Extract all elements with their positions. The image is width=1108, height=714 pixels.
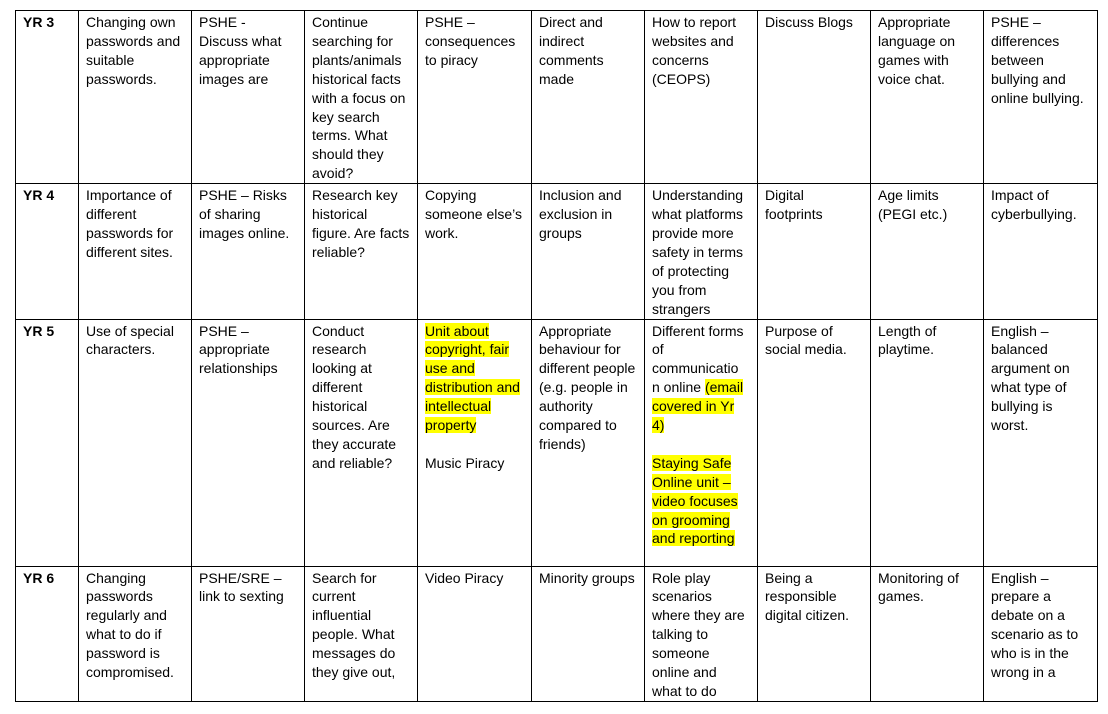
cell-text: Music Piracy bbox=[425, 454, 505, 471]
table-cell: PSHE – consequences to piracy bbox=[418, 11, 532, 184]
table-cell: English – prepare a debate on a scenario as to who is in the wrong in a bbox=[984, 566, 1098, 701]
table-cell: PSHE – Risks of sharing images online. bbox=[192, 184, 305, 319]
year-cell: YR 3 bbox=[16, 11, 79, 184]
table-cell: Being a responsible digital citizen. bbox=[758, 566, 871, 701]
table-cell: Purpose of social media. bbox=[758, 319, 871, 566]
table-row-yr3 bbox=[16, 11, 1098, 184]
table-row-yr4 bbox=[16, 184, 1098, 319]
table-cell bbox=[418, 319, 532, 566]
table-cell bbox=[645, 319, 758, 566]
highlighted-text: Unit about copyright, fair use and distribution and intellectual property bbox=[425, 322, 520, 434]
table-cell: Importance of different passwords for different sites. bbox=[79, 184, 192, 319]
year-cell: YR 4 bbox=[16, 184, 79, 319]
table-cell: Impact of cyberbullying. bbox=[984, 184, 1098, 319]
table-cell: PSHE – appropriate relationships bbox=[192, 319, 305, 566]
table-cell: Appropriate behaviour for different people (e.g. people in authority compared to friends) bbox=[532, 319, 645, 566]
table-cell: Digital footprints bbox=[758, 184, 871, 319]
table-cell: Length of playtime. bbox=[871, 319, 984, 566]
highlighted-text: Staying Safe Online unit – video focuses on grooming and reporting bbox=[652, 454, 738, 547]
table-cell: Appropriate language on games with voice chat. bbox=[871, 11, 984, 184]
table-cell: How to report websites and concerns (CEOPS) bbox=[645, 11, 758, 184]
table-row-yr6 bbox=[16, 566, 1098, 701]
table-cell: Search for current influential people. What messages do they give out, bbox=[305, 566, 418, 701]
table-cell: English – balanced argument on what type of bullying is worst. bbox=[984, 319, 1098, 566]
table-cell: Role play scenarios where they are talking to someone online and what to do bbox=[645, 566, 758, 701]
table-cell: Direct and indirect comments made bbox=[532, 11, 645, 184]
year-cell: YR 6 bbox=[16, 566, 79, 701]
table-cell: Inclusion and exclusion in groups bbox=[532, 184, 645, 319]
table-cell: PSHE/SRE – link to sexting bbox=[192, 566, 305, 701]
table-cell: Continue searching for plants/animals historical facts with a focus on key search terms. What should they avoid? bbox=[305, 11, 418, 184]
curriculum-table bbox=[15, 10, 1098, 702]
table-cell: Discuss Blogs bbox=[758, 11, 871, 184]
highlighted-text: (email covered in Yr 4) bbox=[652, 379, 744, 434]
table-cell: Understanding what platforms provide more safety in terms of protecting you from strangers bbox=[645, 184, 758, 319]
table-cell: Copying someone else’s work. bbox=[418, 184, 532, 319]
table-cell: Age limits (PEGI etc.) bbox=[871, 184, 984, 319]
table-cell: Monitoring of games. bbox=[871, 566, 984, 701]
table-cell: PSHE – differences between bullying and online bullying. bbox=[984, 11, 1098, 184]
cell-text: Different forms of communicatio n online bbox=[652, 322, 744, 396]
table-cell: PSHE - Discuss what appropriate images are bbox=[192, 11, 305, 184]
table-cell: Changing passwords regularly and what to do if password is compromised. bbox=[79, 566, 192, 701]
table-cell: Use of special characters. bbox=[79, 319, 192, 566]
table-cell: Conduct research looking at different historical sources. Are they accurate and reliable? bbox=[305, 319, 418, 566]
table-cell: Changing own passwords and suitable passwords. bbox=[79, 11, 192, 184]
table-row-yr5 bbox=[16, 319, 1098, 566]
table-cell: Minority groups bbox=[532, 566, 645, 701]
year-cell: YR 5 bbox=[16, 319, 79, 566]
table-cell: Research key historical figure. Are facts reliable? bbox=[305, 184, 418, 319]
table-cell: Video Piracy bbox=[418, 566, 532, 701]
